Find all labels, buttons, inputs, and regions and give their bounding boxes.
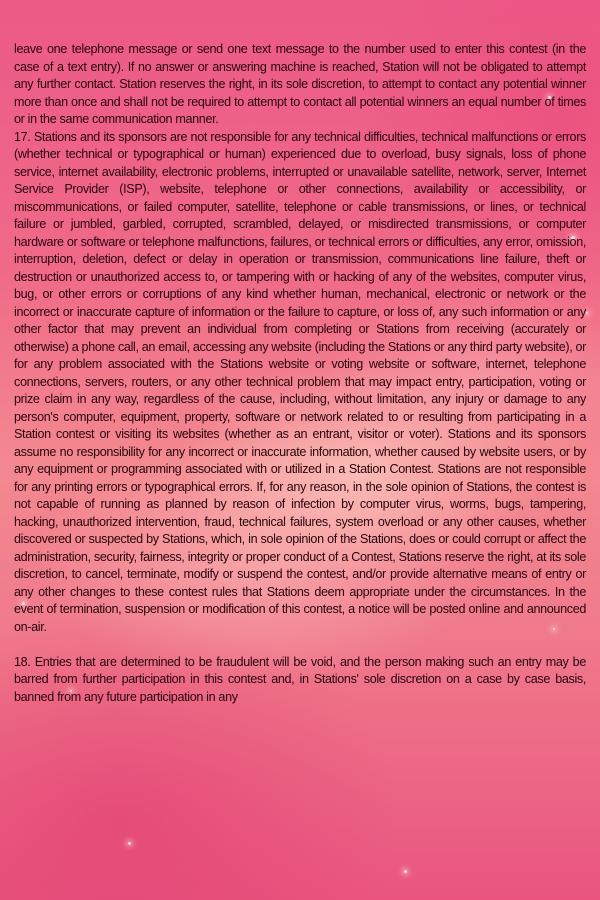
sparkle <box>586 312 588 314</box>
sparkle <box>404 870 407 873</box>
paragraph-17-technical-difficulties: 17. Stations and its sponsors are not responsible for any technical difficulties, technical malfunctions or errors (whether technical or typographical or human) experienced due to overload, busy signals, loss of phone service, internet availability, electronic problems, interrupted or unavailable satellite, network, server, Internet Service Provider (ISP), website, telephone or other connections, availability or accessibility, or miscommunications, or failed computer, satellite, telephone or cable transmissions, or lines, or technical failure or jumbled, garbled, corrupted, scrambled, delayed, or misdirected transmissions, or computer hardware or software or telephone malfunctions, failures, or technical errors or difficulties, any error, omission, interruption, deletion, defect or delay in operation or transmission, communications line failure, theft or destruction or unauthorized access to, or tampering with or hacking of any of the websites, computer virus, bug, or other errors or corruptions of any kind whether human, mechanical, electronic or network or the incorrect or inaccurate capture of information or the failure to capture, or loss of, any such information or any other factor that may prevent an individual from completing or Stations from receiving (accurately or otherwise) a phone call, an email, accessing any website (including the Stations or any third party website), or for any problem associated with the Stations website or voting website or software, internet, telephone connections, servers, routers, or any other technical problem that may impact entry, participation, voting or prize claim in any way, regardless of the cause, including, without limitation, any injury or damage to any person's computer, equipment, property, software or network related to or resulting from participating in a Station contest or visiting its websites (whether as an entrant, visitor or voter). Stations and its sponsors assume no responsibility for any incorrect or inaccurate information, whether caused by website users, or by any equipment or programming associated with or utilized in a Station Contest. Stations are not responsible for any printing errors or typographical errors. If, for any reason, in the sole opinion of Stations, the contest is not capable of running as planned by reason of infection by computer virus, worms, bugs, tampering, hacking, unauthorized intervention, fraud, technical failures, system overload or any other causes, whether discovered or suspected by Stations, which, in sole opinion of the Stations, does or could corrupt or affect the administration, security, fairness, integrity or proper conduct of a Contest, Stations reserve the right, at its sole discretion, to cancel, terminate, modify or suspend the contest, and/or provide alternative means of entry or any other changes to these contest rules that Stations deem appropriate under the circumstances. In the event of termination, suspension or modification of this contest, a notice will be posted online and announced on-air. <box>14 129 586 634</box>
paragraph-winner-contact: leave one telephone message or send one text message to the number used to enter this contest (in the case of a text entry). If no answer or answering machine is reached, Station will not be obligated to attempt any further contact. Station reserves the right, in its sole discretion, to attempt to contact any potential winner more than once and shall not be required to attempt to contact all potential winners an equal number of times or in the same communication manner. <box>14 42 586 126</box>
sparkle <box>128 842 131 845</box>
rules-document <box>14 41 586 706</box>
paragraph-18-fraudulent-entries: 18. Entries that are determined to be fraudulent will be void, and the person making such an entry may be barred from further participation in this contest and, in Stations' sole discretion on a case by case basis, banned from any future participation in any <box>14 654 586 704</box>
